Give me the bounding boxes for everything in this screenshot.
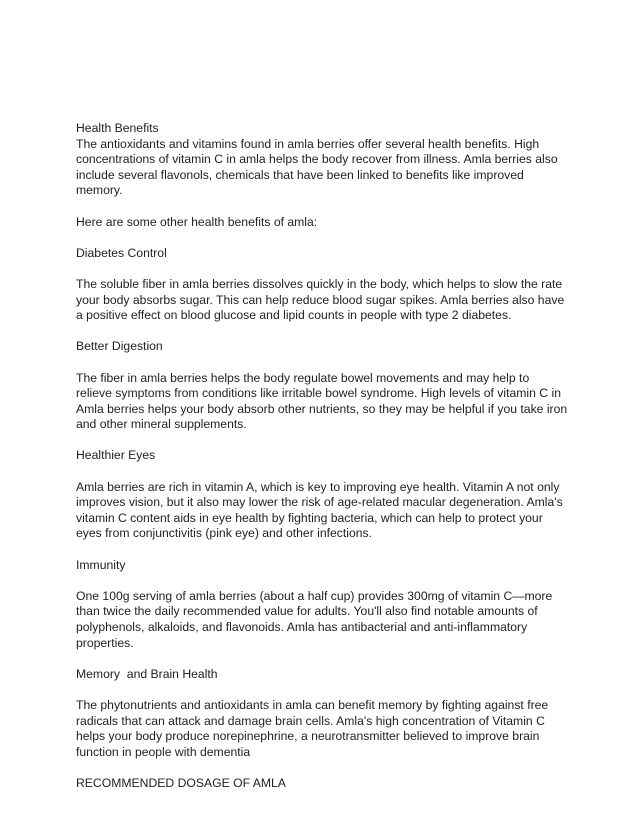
section-body-diabetes: The soluble fiber in amla berries dissolves quickly in the body, which helps to slow the rate your body absorbs sugar. This can help reduce blood sugar spikes. Amla berries also have a positive effect on blood glucose and lipid counts in people with type 2 diabetes. [76, 276, 565, 323]
section-heading-memory: Memory and Brain Health [76, 666, 218, 681]
section-heading-digestion: Better Digestion [76, 339, 163, 354]
section-body-memory: The phytonutrients and antioxidants in amla can benefit memory by fighting against free radicals that can attack and damage brain cells. Amla's high concentration of Vitamin C helps your body produce norepinephrine, a neurotransmitter believed to improve brain function in people with dementia [76, 697, 549, 759]
section-body-immunity: One 100g serving of amla berries (about a half cup) provides 300mg of vitamin C—more than twice the daily recommended value for adults. You'll also find notable amounts of polyphenols, alkaloids, and flavonoids. Amla has antibacterial and anti-inflammatory properties. [76, 588, 553, 650]
intro-heading: Health Benefits [76, 121, 159, 135]
section-body-eyes: Amla berries are rich in vitamin A, which is key to improving eye health. Vitamin A not only improves vision, but it also may lower the risk of age-related macular degeneration. Amla's vitamin C content aids in eye health by fighting bacteria, which can help to protect your eyes from conjunctivitis (pink eye) and other infections. [76, 479, 563, 541]
intro-paragraph: The antioxidants and vitamins found in amla berries offer several health benefits. High concentrations of vitamin C in amla helps the body recover from illness. Amla berries also include several flavonols, chemicals that have been linked to benefits like improved memory. [76, 136, 558, 198]
document-page [76, 121, 568, 792]
other-benefits-lead: Here are some other health benefits of amla: [76, 214, 318, 229]
section-heading-diabetes: Diabetes Control [76, 245, 167, 260]
section-heading-immunity: Immunity [76, 557, 126, 572]
dosage-heading: RECOMMENDED DOSAGE OF AMLA [76, 775, 286, 790]
section-body-digestion: The fiber in amla berries helps the body regulate bowel movements and may help to relieve symptoms from conditions like irritable bowel syndrome. High levels of vitamin C in Amla berries helps your body absorb other nutrients, so they may be helpful if you take iron and other mineral supplements. [76, 370, 568, 432]
section-heading-eyes: Healthier Eyes [76, 448, 156, 463]
